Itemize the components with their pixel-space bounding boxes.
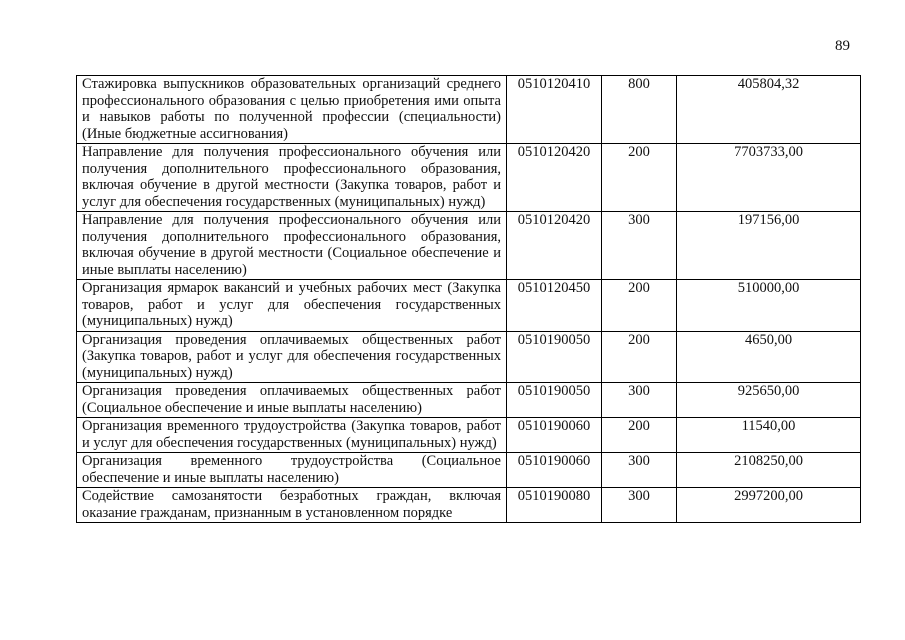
row-amount: 197156,00 xyxy=(677,212,861,280)
row-expense-type: 200 xyxy=(602,418,677,453)
row-amount: 2108250,00 xyxy=(677,453,861,488)
row-amount: 2997200,00 xyxy=(677,488,861,523)
row-description: Организация проведения оплачиваемых общественных работ (Закупка товаров, работ и услуг для обеспечения государственных (муниципальных) нужд) xyxy=(77,331,507,383)
row-target-code: 0510190050 xyxy=(507,383,602,418)
table-row xyxy=(77,280,861,332)
table-row xyxy=(77,144,861,212)
row-target-code: 0510190080 xyxy=(507,488,602,523)
row-expense-type: 200 xyxy=(602,144,677,212)
row-expense-type: 800 xyxy=(602,76,677,144)
row-target-code: 0510190060 xyxy=(507,453,602,488)
table-row xyxy=(77,76,861,144)
row-amount: 11540,00 xyxy=(677,418,861,453)
row-target-code: 0510120420 xyxy=(507,212,602,280)
row-target-code: 0510120450 xyxy=(507,280,602,332)
row-description: Направление для получения профессионального обучения или получения дополнительного профессионального образования, включая обучение в другой местности (Социальное обеспечение и иные выплаты населению) xyxy=(77,212,507,280)
table-row xyxy=(77,488,861,523)
table-row xyxy=(77,383,861,418)
table-row xyxy=(77,453,861,488)
row-amount: 405804,32 xyxy=(677,76,861,144)
row-amount: 925650,00 xyxy=(677,383,861,418)
row-amount: 7703733,00 xyxy=(677,144,861,212)
table-row xyxy=(77,331,861,383)
row-amount: 510000,00 xyxy=(677,280,861,332)
row-description: Содействие самозанятости безработных граждан, включая оказание гражданам, признанным в установленном порядке xyxy=(77,488,507,523)
row-description: Организация проведения оплачиваемых общественных работ (Социальное обеспечение и иные выплаты населению) xyxy=(77,383,507,418)
row-target-code: 0510190050 xyxy=(507,331,602,383)
row-expense-type: 300 xyxy=(602,453,677,488)
budget-table xyxy=(76,75,861,523)
page-number: 89 xyxy=(835,38,850,54)
row-target-code: 0510190060 xyxy=(507,418,602,453)
row-description: Организация временного трудоустройства (Закупка товаров, работ и услуг для обеспечения государственных (муниципальных) нужд) xyxy=(77,418,507,453)
row-description: Стажировка выпускников образовательных организаций среднего профессионального образования с целью приобретения ими опыта и навыков работы по полученной профессии (специальности) (Иные бюджетные ассигнования) xyxy=(77,76,507,144)
row-expense-type: 300 xyxy=(602,212,677,280)
row-expense-type: 200 xyxy=(602,331,677,383)
row-amount: 4650,00 xyxy=(677,331,861,383)
row-target-code: 0510120420 xyxy=(507,144,602,212)
row-expense-type: 300 xyxy=(602,383,677,418)
row-expense-type: 300 xyxy=(602,488,677,523)
row-expense-type: 200 xyxy=(602,280,677,332)
table-row xyxy=(77,212,861,280)
table-row xyxy=(77,418,861,453)
row-description: Организация ярмарок вакансий и учебных рабочих мест (Закупка товаров, работ и услуг для обеспечения государственных (муниципальных) нужд) xyxy=(77,280,507,332)
row-description: Организация временного трудоустройства (Социальное обеспечение и иные выплаты населению) xyxy=(77,453,507,488)
row-target-code: 0510120410 xyxy=(507,76,602,144)
row-description: Направление для получения профессионального обучения или получения дополнительного профессионального образования, включая обучение в другой местности (Закупка товаров, работ и услуг для обеспечения государственных (муниципальных) нужд) xyxy=(77,144,507,212)
